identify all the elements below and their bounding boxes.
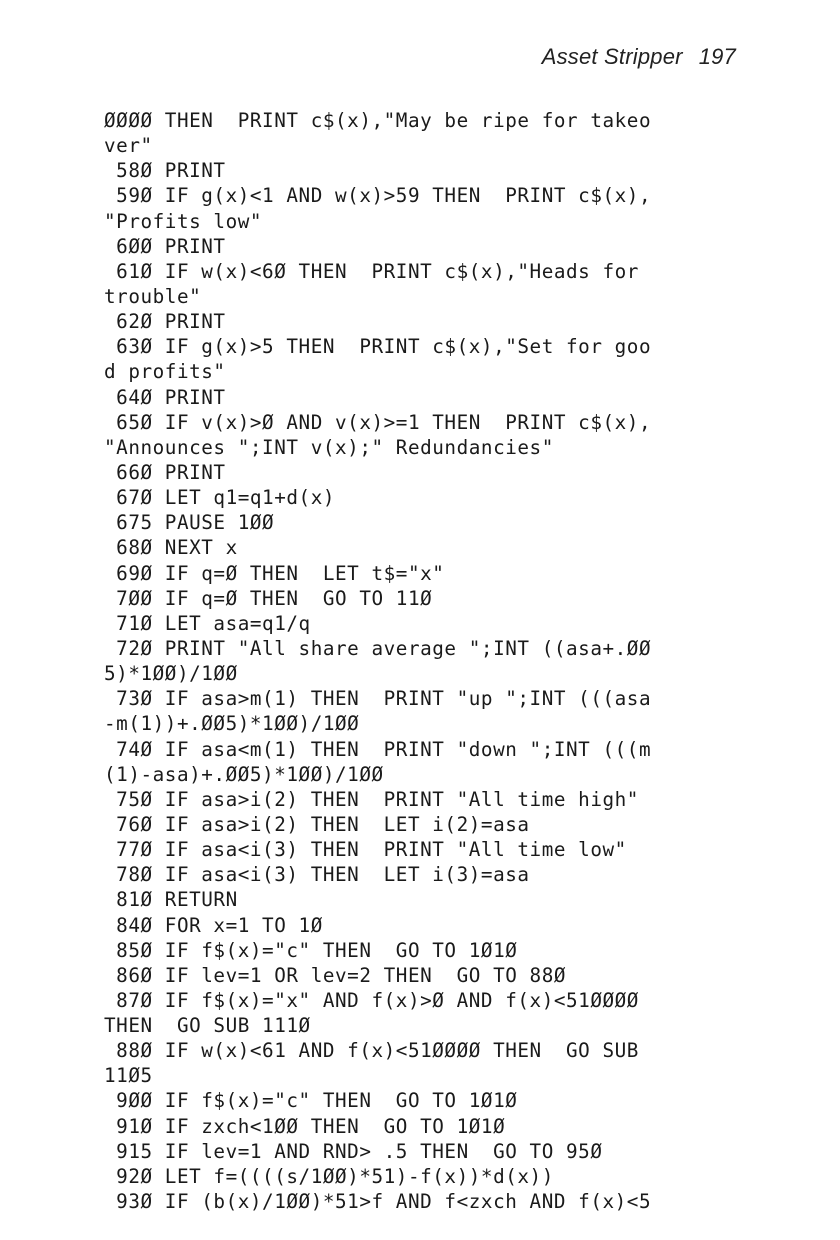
chapter-title: Asset Stripper: [541, 44, 683, 69]
code-line: 91Ø IF zxch<1ØØ THEN GO TO 1Ø1Ø: [104, 1114, 506, 1138]
code-line: 78Ø IF asa<i(3) THEN LET i(3)=asa: [104, 863, 530, 887]
code-line: (1)-asa)+.ØØ5)*1ØØ)/1ØØ: [104, 762, 384, 786]
code-line: 675 PAUSE 1ØØ: [104, 511, 275, 535]
code-line: 64Ø PRINT: [104, 385, 226, 409]
code-line: 75Ø IF asa>i(2) THEN PRINT "All time high": [104, 787, 639, 811]
code-line: 86Ø IF lev=1 OR lev=2 THEN GO TO 88Ø: [104, 963, 567, 987]
code-line: -m(1))+.ØØ5)*1ØØ)/1ØØ: [104, 712, 360, 736]
code-line: 63Ø IF g(x)>5 THEN PRINT c$(x),"Set for goo: [104, 335, 652, 359]
code-line: 73Ø IF asa>m(1) THEN PRINT "up ";INT (((asa: [104, 687, 652, 711]
code-line: 93Ø IF (b(x)/1ØØ)*51>f AND f<zxch AND f(x)<5: [104, 1190, 652, 1214]
code-line: 6ØØ PRINT: [104, 234, 226, 258]
code-line: 61Ø IF w(x)<6Ø THEN PRINT c$(x),"Heads for: [104, 259, 639, 283]
code-line: 81Ø RETURN: [104, 888, 238, 912]
code-line: 65Ø IF v(x)>Ø AND v(x)>=1 THEN PRINT c$(x),: [104, 410, 652, 434]
code-line: 72Ø PRINT "All share average ";INT ((asa+.ØØ: [104, 636, 652, 660]
code-line: 71Ø LET asa=q1/q: [104, 611, 311, 635]
code-line: 68Ø NEXT x: [104, 536, 238, 560]
code-line: 9ØØ IF f$(x)="c" THEN GO TO 1Ø1Ø: [104, 1089, 518, 1113]
code-line: 76Ø IF asa>i(2) THEN LET i(2)=asa: [104, 812, 530, 836]
page-number: 197: [698, 44, 736, 69]
code-line: 915 IF lev=1 AND RND> .5 THEN GO TO 95Ø: [104, 1139, 603, 1163]
code-line: "Announces ";INT v(x);" Redundancies": [104, 435, 554, 459]
code-line: 74Ø IF asa<m(1) THEN PRINT "down ";INT (((m: [104, 737, 652, 761]
code-line: 87Ø IF f$(x)="x" AND f(x)>Ø AND f(x)<51ØØØØ: [104, 988, 639, 1012]
code-line: 62Ø PRINT: [104, 310, 226, 334]
code-line: 67Ø LET q1=q1+d(x): [104, 486, 336, 510]
code-line: 66Ø PRINT: [104, 460, 226, 484]
code-line: 92Ø LET f=((((s/1ØØ)*51)-f(x))*d(x)): [104, 1164, 554, 1188]
code-line: 77Ø IF asa<i(3) THEN PRINT "All time low": [104, 838, 627, 862]
code-line: 69Ø IF q=Ø THEN LET t$="x": [104, 561, 445, 585]
code-line: 84Ø FOR x=1 TO 1Ø: [104, 913, 323, 937]
code-line: 58Ø PRINT: [104, 159, 226, 183]
code-line: 11Ø5: [104, 1064, 153, 1088]
code-line: d profits": [104, 360, 226, 384]
code-line: 88Ø IF w(x)<61 AND f(x)<51ØØØØ THEN GO SUB: [104, 1039, 639, 1063]
program-listing: [104, 108, 651, 1214]
code-line: "Profits low": [104, 209, 263, 233]
code-line: ØØØØ THEN PRINT c$(x),"May be ripe for takeo: [104, 109, 652, 132]
code-line: THEN GO SUB 111Ø: [104, 1014, 311, 1038]
code-line: 7ØØ IF q=Ø THEN GO TO 11Ø: [104, 586, 433, 610]
code-line: ver": [104, 134, 153, 158]
code-line: 85Ø IF f$(x)="c" THEN GO TO 1Ø1Ø: [104, 938, 518, 962]
code-line: 59Ø IF g(x)<1 AND w(x)>59 THEN PRINT c$(x),: [104, 184, 652, 208]
code-line: trouble": [104, 284, 202, 308]
running-head: [542, 44, 736, 70]
code-line: 5)*1ØØ)/1ØØ: [104, 662, 238, 686]
